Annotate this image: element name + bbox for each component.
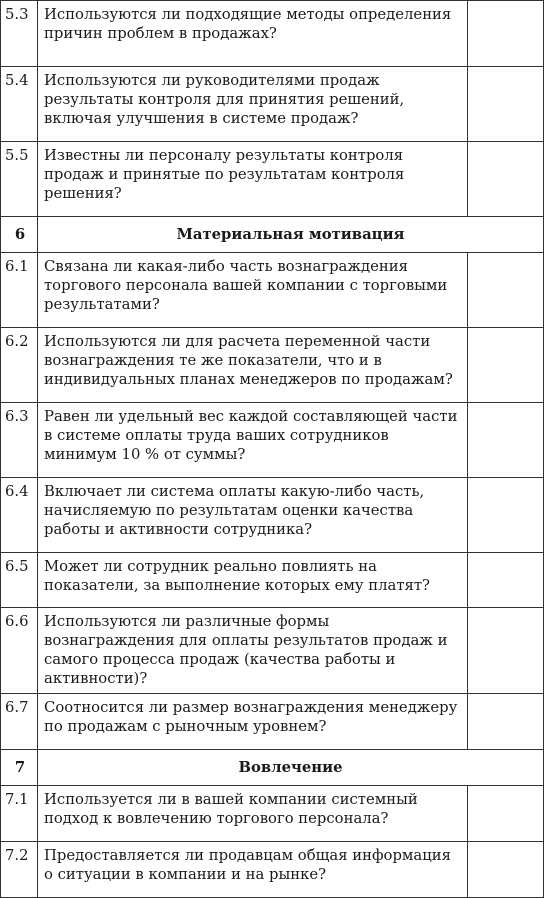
question-number: 5.3 bbox=[1, 1, 38, 67]
answer-cell[interactable] bbox=[468, 786, 544, 842]
question-number: 5.5 bbox=[1, 142, 38, 217]
question-text: Равен ли удельный вес каждой составляющей части в системе оплаты труда ваших сотрудников минимум 10 % от суммы? bbox=[38, 403, 468, 478]
answer-cell[interactable] bbox=[468, 328, 544, 403]
answer-cell[interactable] bbox=[468, 142, 544, 217]
question-row bbox=[1, 403, 544, 478]
question-text: Может ли сотрудник реально повлиять на показатели, за выполнение которых ему платят? bbox=[38, 553, 468, 608]
answer-cell[interactable] bbox=[468, 478, 544, 553]
question-row bbox=[1, 478, 544, 553]
question-number: 6.4 bbox=[1, 478, 38, 553]
question-row bbox=[1, 142, 544, 217]
question-row bbox=[1, 694, 544, 750]
question-row bbox=[1, 842, 544, 898]
question-row bbox=[1, 328, 544, 403]
answer-cell[interactable] bbox=[468, 403, 544, 478]
answer-cell[interactable] bbox=[468, 553, 544, 608]
question-number: 6.1 bbox=[1, 253, 38, 328]
section-row bbox=[1, 217, 544, 253]
question-row bbox=[1, 553, 544, 608]
question-text: Используются ли различные формы вознаграждения для оплаты результатов продаж и самого процесса продаж (качества работы и активности)? bbox=[38, 608, 468, 694]
question-row bbox=[1, 67, 544, 142]
answer-cell[interactable] bbox=[468, 608, 544, 694]
question-number: 6.3 bbox=[1, 403, 38, 478]
question-text: Используются ли руководителями продаж результаты контроля для принятия решений, включая улучшения в системе продаж? bbox=[38, 67, 468, 142]
question-text: Известны ли персоналу результаты контроля продаж и принятые по результатам контроля решения? bbox=[38, 142, 468, 217]
question-row bbox=[1, 786, 544, 842]
section-title: Вовлечение bbox=[38, 750, 544, 786]
question-number: 7.2 bbox=[1, 842, 38, 898]
question-number: 5.4 bbox=[1, 67, 38, 142]
question-row bbox=[1, 1, 544, 67]
question-text: Связана ли какая-либо часть вознаграждения торгового персонала вашей компании с торговыми результатами? bbox=[38, 253, 468, 328]
question-number: 6.6 bbox=[1, 608, 38, 694]
question-text: Предоставляется ли продавцам общая информация о ситуации в компании и на рынке? bbox=[38, 842, 468, 898]
question-text: Соотносится ли размер вознаграждения менеджеру по продажам с рыночным уровнем? bbox=[38, 694, 468, 750]
question-number: 6.5 bbox=[1, 553, 38, 608]
question-text: Используются ли подходящие методы определения причин проблем в продажах? bbox=[38, 1, 468, 67]
question-number: 7.1 bbox=[1, 786, 38, 842]
answer-cell[interactable] bbox=[468, 1, 544, 67]
question-row bbox=[1, 253, 544, 328]
answer-cell[interactable] bbox=[468, 67, 544, 142]
question-text: Используются ли для расчета переменной части вознаграждения те же показатели, что и в индивидуальных планах менеджеров по продажам? bbox=[38, 328, 468, 403]
question-number: 6.2 bbox=[1, 328, 38, 403]
section-number: 7 bbox=[1, 750, 38, 786]
checklist-body bbox=[1, 1, 544, 898]
answer-cell[interactable] bbox=[468, 694, 544, 750]
section-number: 6 bbox=[1, 217, 38, 253]
question-number: 6.7 bbox=[1, 694, 38, 750]
question-row bbox=[1, 608, 544, 694]
answer-cell[interactable] bbox=[468, 842, 544, 898]
question-text: Включает ли система оплаты какую-либо часть, начисляемую по результатам оценки качества работы и активности сотрудника? bbox=[38, 478, 468, 553]
section-title: Материальная мотивация bbox=[38, 217, 544, 253]
question-text: Используется ли в вашей компании системный подход к вовлечению торгового персонала? bbox=[38, 786, 468, 842]
answer-cell[interactable] bbox=[468, 253, 544, 328]
section-row bbox=[1, 750, 544, 786]
